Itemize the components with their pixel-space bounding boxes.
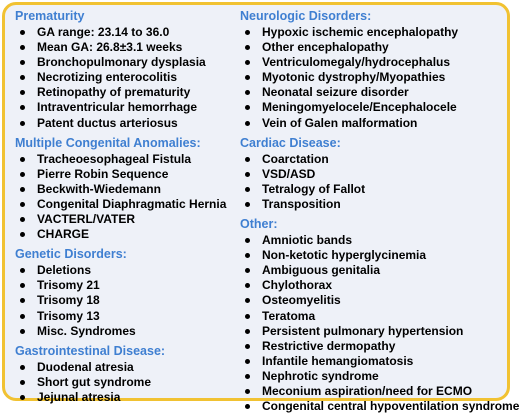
list-item: Coarctation — [240, 152, 510, 167]
list-item: Mean GA: 26.8±3.1 weeks — [15, 40, 240, 55]
list-item: Vein of Galen malformation — [240, 116, 510, 131]
section-other — [240, 217, 520, 414]
section-title-genetic-disorders: Genetic Disorders: — [15, 247, 127, 262]
list-item: Misc. Syndromes — [15, 324, 240, 339]
conditions-card — [2, 2, 520, 414]
list-item: Intraventricular hemorrhage — [15, 100, 240, 115]
list-item: Trisomy 21 — [15, 278, 240, 293]
list-neurologic-disorders — [240, 25, 510, 131]
list-item: Deletions — [15, 263, 240, 278]
list-gastrointestinal — [15, 360, 240, 405]
section-genetic-disorders — [15, 247, 240, 338]
right-column — [240, 9, 520, 414]
section-title-congenital-anomalies: Multiple Congenital Anomalies: — [15, 135, 201, 150]
list-item: Nephrotic syndrome — [240, 369, 510, 384]
list-item: Duodenal atresia — [15, 360, 240, 375]
list-item: Beckwith-Wiedemann — [15, 182, 240, 197]
list-cardiac-disease — [240, 152, 510, 212]
list-item: Meningomyelocele/Encephalocele — [240, 100, 510, 115]
list-item: Retinopathy of prematurity — [15, 85, 240, 100]
list-other — [240, 233, 520, 414]
list-item: Neonatal seizure disorder — [240, 85, 510, 100]
list-item: Ambiguous genitalia — [240, 263, 510, 278]
list-prematurity — [15, 25, 240, 131]
list-item: Chylothorax — [240, 278, 510, 293]
list-item: Tetralogy of Fallot — [240, 182, 510, 197]
list-item: GA range: 23.14 to 36.0 — [15, 25, 240, 40]
left-column — [15, 9, 240, 405]
list-item: Bronchopulmonary dysplasia — [15, 55, 240, 70]
list-item: Necrotizing enterocolitis — [15, 70, 240, 85]
section-neurologic-disorders — [240, 9, 510, 131]
list-item: Meconium aspiration/need for ECMO — [240, 384, 510, 399]
section-title-other: Other: — [240, 217, 278, 232]
list-item: Jejunal atresia — [15, 390, 240, 405]
section-title-prematurity: Prematurity — [15, 9, 85, 23]
list-item: Ventriculomegaly/hydrocephalus — [240, 55, 510, 70]
list-item: VSD/ASD — [240, 167, 510, 182]
section-gastrointestinal — [15, 344, 240, 405]
list-item: Trisomy 13 — [15, 309, 240, 324]
list-item: Osteomyelitis — [240, 293, 510, 308]
list-item: Congenital Diaphragmatic Hernia — [15, 197, 240, 212]
list-item: CHARGE — [15, 227, 240, 242]
list-item: Hypoxic ischemic encephalopathy — [240, 25, 510, 40]
section-cardiac-disease — [240, 136, 510, 212]
list-item: Pierre Robin Sequence — [15, 167, 240, 182]
list-item: Transposition — [240, 197, 510, 212]
list-item: Trisomy 18 — [15, 293, 240, 308]
section-prematurity — [15, 9, 240, 131]
section-title-gastrointestinal: Gastrointestinal Disease: — [15, 343, 166, 358]
list-item: Congenital central hypoventilation syndrome — [240, 399, 510, 414]
list-item: Tracheoesophageal Fistula — [15, 152, 240, 167]
section-title-neurologic-disorders: Neurologic Disorders: — [240, 9, 372, 23]
list-item: Infantile hemangiomatosis — [240, 354, 510, 369]
list-item: Teratoma — [240, 309, 510, 324]
list-item: Other encephalopathy — [240, 40, 510, 55]
list-item: Non-ketotic hyperglycinemia — [240, 248, 510, 263]
section-congenital-anomalies — [15, 136, 240, 243]
section-title-cardiac-disease: Cardiac Disease: — [240, 135, 341, 150]
list-item: Myotonic dystrophy/Myopathies — [240, 70, 510, 85]
list-item: Short gut syndrome — [15, 375, 240, 390]
list-genetic-disorders — [15, 263, 240, 338]
list-item: Restrictive dermopathy — [240, 339, 510, 354]
list-item: Persistent pulmonary hypertension — [240, 324, 510, 339]
list-item: VACTERL/VATER — [15, 212, 240, 227]
list-item: Patent ductus arteriosus — [15, 116, 240, 131]
list-item: Amniotic bands — [240, 233, 510, 248]
list-congenital-anomalies — [15, 152, 240, 243]
